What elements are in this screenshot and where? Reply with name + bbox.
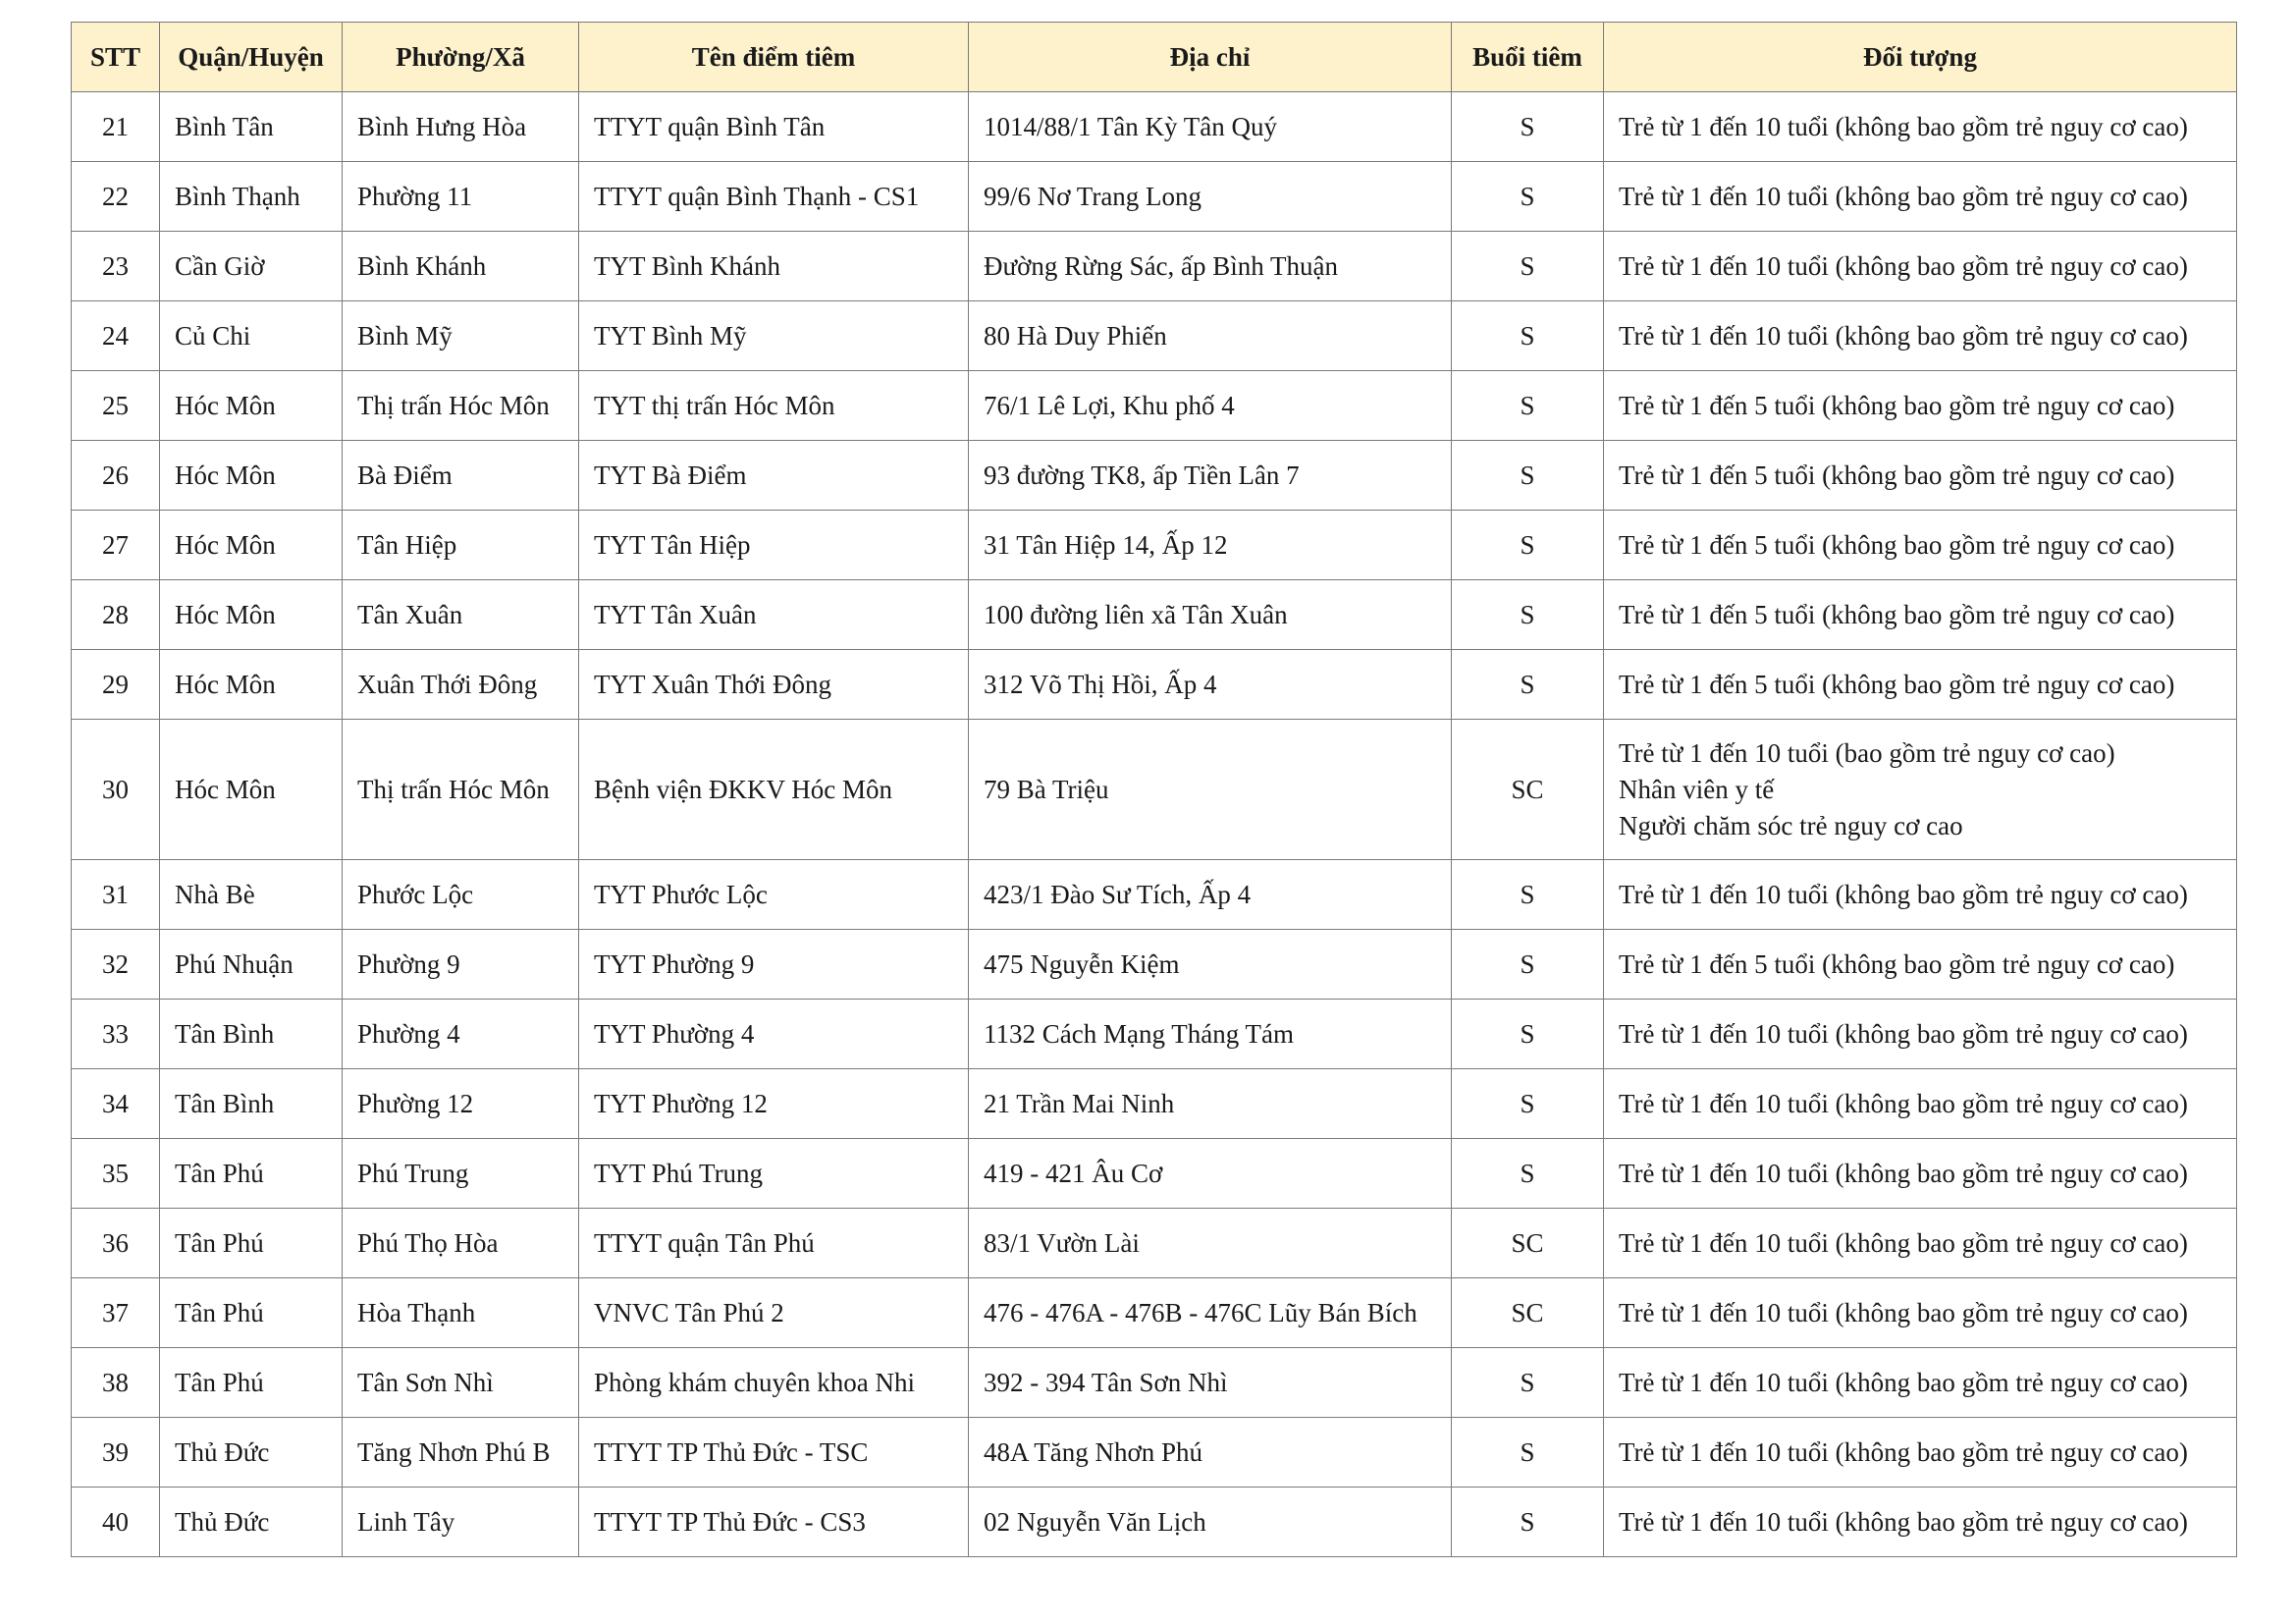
target-line: Trẻ từ 1 đến 10 tuổi (không bao gồm trẻ nguy cơ cao) <box>1619 1158 2188 1188</box>
cell-target-group <box>1604 1278 2237 1348</box>
cell-ward: Linh Tây <box>343 1488 579 1557</box>
vaccination-sites-table <box>71 22 2237 1557</box>
cell-target-group <box>1604 162 2237 232</box>
cell-stt: 33 <box>72 1000 160 1069</box>
table-row <box>72 720 2237 860</box>
cell-session: S <box>1452 1418 1604 1488</box>
cell-district: Tân Phú <box>160 1348 343 1418</box>
cell-target-group <box>1604 441 2237 511</box>
cell-address: 02 Nguyễn Văn Lịch <box>969 1488 1452 1557</box>
cell-stt: 28 <box>72 580 160 650</box>
target-line: Người chăm sóc trẻ nguy cơ cao <box>1619 810 1963 840</box>
cell-stt: 34 <box>72 1069 160 1139</box>
cell-district: Nhà Bè <box>160 860 343 930</box>
cell-ward: Thị trấn Hóc Môn <box>343 371 579 441</box>
cell-ward: Tân Hiệp <box>343 511 579 580</box>
cell-ward: Bình Mỹ <box>343 301 579 371</box>
cell-site-name: TTYT quận Bình Thạnh - CS1 <box>579 162 969 232</box>
target-line: Trẻ từ 1 đến 10 tuổi (không bao gồm trẻ nguy cơ cao) <box>1619 111 2188 141</box>
table-row <box>72 650 2237 720</box>
target-line: Trẻ từ 1 đến 5 tuổi (không bao gồm trẻ nguy cơ cao) <box>1619 390 2175 420</box>
cell-session: S <box>1452 1069 1604 1139</box>
cell-target-group <box>1604 1000 2237 1069</box>
cell-address: 419 - 421 Âu Cơ <box>969 1139 1452 1209</box>
cell-site-name: TTYT quận Tân Phú <box>579 1209 969 1278</box>
header-row <box>72 23 2237 92</box>
cell-district: Củ Chi <box>160 301 343 371</box>
table-body <box>72 92 2237 1557</box>
cell-ward: Phường 9 <box>343 930 579 1000</box>
cell-ward: Bà Điểm <box>343 441 579 511</box>
cell-district: Hóc Môn <box>160 511 343 580</box>
cell-ward: Bình Khánh <box>343 232 579 301</box>
cell-address: 79 Bà Triệu <box>969 720 1452 860</box>
header-target-group: Đối tượng <box>1604 23 2237 92</box>
target-line: Trẻ từ 1 đến 10 tuổi (không bao gồm trẻ nguy cơ cao) <box>1619 181 2188 211</box>
cell-address: 1014/88/1 Tân Kỳ Tân Quý <box>969 92 1452 162</box>
target-line: Trẻ từ 1 đến 10 tuổi (không bao gồm trẻ nguy cơ cao) <box>1619 1088 2188 1118</box>
cell-stt: 37 <box>72 1278 160 1348</box>
cell-ward: Phường 4 <box>343 1000 579 1069</box>
cell-district: Hóc Môn <box>160 580 343 650</box>
cell-target-group <box>1604 1139 2237 1209</box>
header-address: Địa chỉ <box>969 23 1452 92</box>
cell-address: Đường Rừng Sác, ấp Bình Thuận <box>969 232 1452 301</box>
table-row <box>72 162 2237 232</box>
cell-district: Tân Phú <box>160 1209 343 1278</box>
cell-site-name: Bệnh viện ĐKKV Hóc Môn <box>579 720 969 860</box>
cell-stt: 22 <box>72 162 160 232</box>
cell-ward: Phường 11 <box>343 162 579 232</box>
cell-district: Thủ Đức <box>160 1418 343 1488</box>
cell-target-group <box>1604 1209 2237 1278</box>
cell-session: S <box>1452 580 1604 650</box>
cell-stt: 40 <box>72 1488 160 1557</box>
cell-target-group <box>1604 92 2237 162</box>
cell-district: Bình Thạnh <box>160 162 343 232</box>
target-line: Trẻ từ 1 đến 10 tuổi (không bao gồm trẻ nguy cơ cao) <box>1619 1018 2188 1049</box>
target-line: Trẻ từ 1 đến 5 tuổi (không bao gồm trẻ nguy cơ cao) <box>1619 529 2175 560</box>
cell-target-group <box>1604 1418 2237 1488</box>
cell-district: Hóc Môn <box>160 650 343 720</box>
cell-address: 76/1 Lê Lợi, Khu phố 4 <box>969 371 1452 441</box>
cell-address: 93 đường TK8, ấp Tiền Lân 7 <box>969 441 1452 511</box>
cell-site-name: TYT Phước Lộc <box>579 860 969 930</box>
cell-address: 83/1 Vườn Lài <box>969 1209 1452 1278</box>
table-row <box>72 1000 2237 1069</box>
target-line: Nhân viên y tế <box>1619 774 1775 804</box>
header-stt: STT <box>72 23 160 92</box>
cell-district: Tân Phú <box>160 1278 343 1348</box>
cell-session: S <box>1452 1000 1604 1069</box>
cell-session: SC <box>1452 1278 1604 1348</box>
cell-address: 476 - 476A - 476B - 476C Lũy Bán Bích <box>969 1278 1452 1348</box>
header-ward: Phường/Xã <box>343 23 579 92</box>
cell-district: Hóc Môn <box>160 371 343 441</box>
cell-district: Cần Giờ <box>160 232 343 301</box>
table-row <box>72 580 2237 650</box>
table-row <box>72 301 2237 371</box>
cell-site-name: TTYT TP Thủ Đức - CS3 <box>579 1488 969 1557</box>
cell-stt: 21 <box>72 92 160 162</box>
cell-session: S <box>1452 232 1604 301</box>
cell-address: 99/6 Nơ Trang Long <box>969 162 1452 232</box>
cell-target-group <box>1604 1348 2237 1418</box>
cell-target-group <box>1604 930 2237 1000</box>
cell-site-name: Phòng khám chuyên khoa Nhi <box>579 1348 969 1418</box>
cell-target-group <box>1604 301 2237 371</box>
cell-ward: Thị trấn Hóc Môn <box>343 720 579 860</box>
cell-stt: 38 <box>72 1348 160 1418</box>
cell-stt: 27 <box>72 511 160 580</box>
cell-district: Hóc Môn <box>160 441 343 511</box>
cell-session: SC <box>1452 720 1604 860</box>
table-row <box>72 1278 2237 1348</box>
table-header <box>72 23 2237 92</box>
cell-district: Tân Bình <box>160 1000 343 1069</box>
cell-site-name: TYT Bình Mỹ <box>579 301 969 371</box>
target-line: Trẻ từ 1 đến 10 tuổi (bao gồm trẻ nguy cơ cao) <box>1619 737 2115 768</box>
cell-site-name: TTYT TP Thủ Đức - TSC <box>579 1418 969 1488</box>
target-line: Trẻ từ 1 đến 5 tuổi (không bao gồm trẻ nguy cơ cao) <box>1619 948 2175 979</box>
header-site-name: Tên điểm tiêm <box>579 23 969 92</box>
cell-target-group <box>1604 860 2237 930</box>
header-district: Quận/Huyện <box>160 23 343 92</box>
target-line: Trẻ từ 1 đến 5 tuổi (không bao gồm trẻ nguy cơ cao) <box>1619 599 2175 629</box>
target-line: Trẻ từ 1 đến 10 tuổi (không bao gồm trẻ nguy cơ cao) <box>1619 1227 2188 1258</box>
cell-session: S <box>1452 1488 1604 1557</box>
target-line: Trẻ từ 1 đến 10 tuổi (không bao gồm trẻ nguy cơ cao) <box>1619 1297 2188 1327</box>
cell-district: Bình Tân <box>160 92 343 162</box>
cell-ward: Tân Sơn Nhì <box>343 1348 579 1418</box>
cell-stt: 39 <box>72 1418 160 1488</box>
table-row <box>72 441 2237 511</box>
cell-address: 423/1 Đào Sư Tích, Ấp 4 <box>969 860 1452 930</box>
cell-site-name: TYT Phường 4 <box>579 1000 969 1069</box>
cell-stt: 36 <box>72 1209 160 1278</box>
cell-address: 31 Tân Hiệp 14, Ấp 12 <box>969 511 1452 580</box>
cell-session: S <box>1452 1348 1604 1418</box>
table-row <box>72 930 2237 1000</box>
cell-session: S <box>1452 1139 1604 1209</box>
cell-site-name: TYT Phường 12 <box>579 1069 969 1139</box>
cell-target-group <box>1604 650 2237 720</box>
cell-ward: Phú Trung <box>343 1139 579 1209</box>
table-row <box>72 1209 2237 1278</box>
cell-district: Tân Phú <box>160 1139 343 1209</box>
cell-session: S <box>1452 860 1604 930</box>
cell-site-name: TYT Xuân Thới Đông <box>579 650 969 720</box>
cell-site-name: TYT thị trấn Hóc Môn <box>579 371 969 441</box>
cell-address: 100 đường liên xã Tân Xuân <box>969 580 1452 650</box>
cell-address: 392 - 394 Tân Sơn Nhì <box>969 1348 1452 1418</box>
target-line: Trẻ từ 1 đến 10 tuổi (không bao gồm trẻ nguy cơ cao) <box>1619 1506 2188 1537</box>
target-line: Trẻ từ 1 đến 5 tuổi (không bao gồm trẻ nguy cơ cao) <box>1619 460 2175 490</box>
table-row <box>72 511 2237 580</box>
cell-district: Hóc Môn <box>160 720 343 860</box>
cell-site-name: TYT Phường 9 <box>579 930 969 1000</box>
cell-session: S <box>1452 371 1604 441</box>
cell-stt: 31 <box>72 860 160 930</box>
cell-session: S <box>1452 441 1604 511</box>
cell-target-group <box>1604 720 2237 860</box>
cell-target-group <box>1604 1488 2237 1557</box>
table-row <box>72 1069 2237 1139</box>
cell-ward: Phước Lộc <box>343 860 579 930</box>
cell-stt: 23 <box>72 232 160 301</box>
table-row <box>72 92 2237 162</box>
cell-site-name: TTYT quận Bình Tân <box>579 92 969 162</box>
cell-address: 475 Nguyễn Kiệm <box>969 930 1452 1000</box>
cell-ward: Hòa Thạnh <box>343 1278 579 1348</box>
cell-stt: 26 <box>72 441 160 511</box>
target-line: Trẻ từ 1 đến 10 tuổi (không bao gồm trẻ nguy cơ cao) <box>1619 250 2188 281</box>
table-row <box>72 860 2237 930</box>
cell-address: 312 Võ Thị Hồi, Ấp 4 <box>969 650 1452 720</box>
table-row <box>72 1488 2237 1557</box>
cell-session: S <box>1452 930 1604 1000</box>
cell-ward: Bình Hưng Hòa <box>343 92 579 162</box>
cell-stt: 30 <box>72 720 160 860</box>
target-line: Trẻ từ 1 đến 10 tuổi (không bao gồm trẻ nguy cơ cao) <box>1619 320 2188 351</box>
cell-ward: Phú Thọ Hòa <box>343 1209 579 1278</box>
cell-session: S <box>1452 301 1604 371</box>
target-line: Trẻ từ 1 đến 5 tuổi (không bao gồm trẻ nguy cơ cao) <box>1619 669 2175 699</box>
header-session: Buổi tiêm <box>1452 23 1604 92</box>
cell-district: Tân Bình <box>160 1069 343 1139</box>
cell-session: S <box>1452 162 1604 232</box>
cell-address: 21 Trần Mai Ninh <box>969 1069 1452 1139</box>
cell-stt: 24 <box>72 301 160 371</box>
cell-session: S <box>1452 650 1604 720</box>
table-row <box>72 1418 2237 1488</box>
table-row <box>72 371 2237 441</box>
cell-district: Phú Nhuận <box>160 930 343 1000</box>
target-line: Trẻ từ 1 đến 10 tuổi (không bao gồm trẻ nguy cơ cao) <box>1619 1436 2188 1467</box>
cell-target-group <box>1604 371 2237 441</box>
cell-session: S <box>1452 511 1604 580</box>
cell-target-group <box>1604 1069 2237 1139</box>
cell-stt: 25 <box>72 371 160 441</box>
cell-session: S <box>1452 92 1604 162</box>
cell-site-name: TYT Phú Trung <box>579 1139 969 1209</box>
table-row <box>72 1348 2237 1418</box>
cell-stt: 35 <box>72 1139 160 1209</box>
cell-session: SC <box>1452 1209 1604 1278</box>
cell-site-name: TYT Tân Hiệp <box>579 511 969 580</box>
cell-site-name: TYT Bình Khánh <box>579 232 969 301</box>
table-row <box>72 1139 2237 1209</box>
cell-ward: Tân Xuân <box>343 580 579 650</box>
cell-ward: Phường 12 <box>343 1069 579 1139</box>
target-line: Trẻ từ 1 đến 10 tuổi (không bao gồm trẻ nguy cơ cao) <box>1619 879 2188 909</box>
cell-site-name: TYT Bà Điểm <box>579 441 969 511</box>
cell-address: 80 Hà Duy Phiến <box>969 301 1452 371</box>
cell-ward: Tăng Nhơn Phú B <box>343 1418 579 1488</box>
cell-site-name: VNVC Tân Phú 2 <box>579 1278 969 1348</box>
cell-stt: 29 <box>72 650 160 720</box>
cell-address: 48A Tăng Nhơn Phú <box>969 1418 1452 1488</box>
cell-ward: Xuân Thới Đông <box>343 650 579 720</box>
cell-target-group <box>1604 580 2237 650</box>
cell-address: 1132 Cách Mạng Tháng Tám <box>969 1000 1452 1069</box>
cell-site-name: TYT Tân Xuân <box>579 580 969 650</box>
cell-district: Thủ Đức <box>160 1488 343 1557</box>
target-line: Trẻ từ 1 đến 10 tuổi (không bao gồm trẻ nguy cơ cao) <box>1619 1367 2188 1397</box>
cell-stt: 32 <box>72 930 160 1000</box>
cell-target-group <box>1604 232 2237 301</box>
cell-target-group <box>1604 511 2237 580</box>
table-row <box>72 232 2237 301</box>
